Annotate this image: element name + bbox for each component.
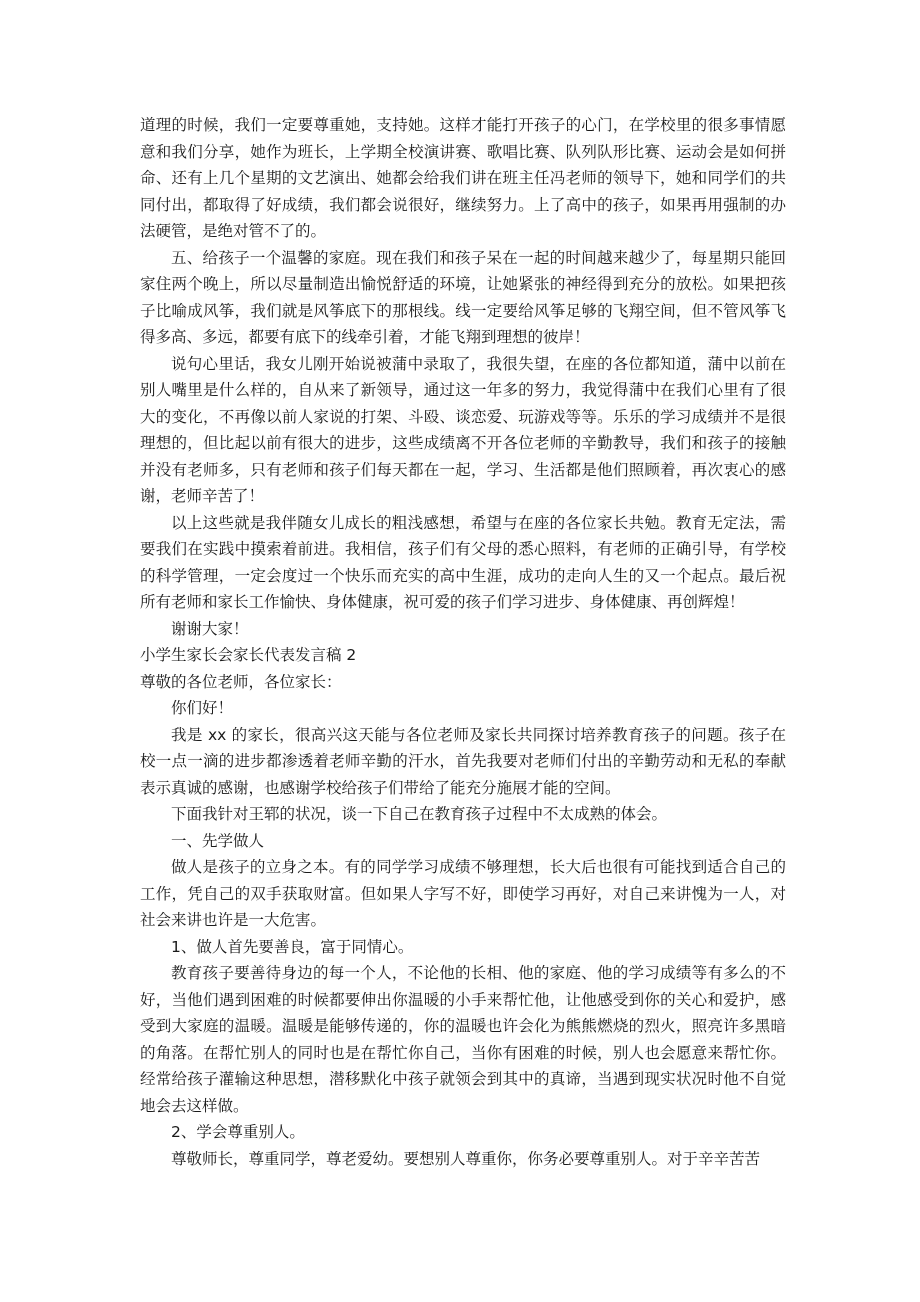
paragraph: 五、给孩子一个温馨的家庭。现在我们和孩子呆在一起的时间越来越少了，每星期只能回家住两个晚上，所以尽量制造出愉悦舒适的环境，让她紧张的神经得到充分的放松。如果把孩子比喻成风筝，我们就是风筝底下的那根线。线一定要给风筝足够的飞翔空间，但不管风筝飞得多高、多远，都要有底下的线牵引着，才能飞翔到理想的彼岸！ (140, 248, 786, 346)
paragraph: 下面我针对王郓的状况，谈一下自己在教育孩子过程中不太成熟的体会。 (171, 805, 668, 823)
document-body (140, 112, 786, 1172)
heading-learn-to-be-human: 一、先学做人 (171, 831, 265, 850)
salutation: 尊敬的各位老师，各位家长： (140, 672, 342, 691)
subheading-respect: 2、学会尊重别人。 (171, 1123, 305, 1141)
subheading-kindness: 1、做人首先要善良，富于同情心。 (171, 937, 414, 956)
paragraph: 做人是孩子的立身之本。有的同学学习成绩不够理想，长大后也很有可能找到适合自己的工作，凭自己的双手获取财富。但如果人字写不好，即使学习再好，对自己来讲愧为一人，对社会来讲也许是一大危害。 (140, 858, 786, 929)
closing-thanks: 谢谢大家！ (171, 619, 249, 638)
section-title: 小学生家长会家长代表发言稿 2 (140, 646, 357, 664)
paragraph: 道理的时候，我们一定要尊重她，支持她。这样才能打开孩子的心门，在学校里的很多事情愿意和我们分享，她作为班长，上学期全校演讲赛、歌唱比赛、队列队形比赛、运动会是如何拼命、还有上几个星期的文艺演出、她都会给我们讲在班主任冯老师的领导下，她和同学们的共同付出，都取得了好成绩，我们都会说很好，继续努力。上了高中的孩子，如果再用强制的办法硬管，是绝对管不了的。 (140, 116, 786, 240)
paragraph: 以上这些就是我伴随女儿成长的粗浅感想，希望与在座的各位家长共勉。教育无定法，需要我们在实践中摸索着前进。我相信，孩子们有父母的悉心照料，有老师的正确引导，有学校的科学管理，一定会度过一个快乐而充实的高中生涯，成功的走向人生的又一个起点。最后祝所有老师和家长工作愉快、身体健康，祝可爱的孩子们学习进步、身体健康、再创辉煌！ (140, 513, 786, 611)
paragraph: 教育孩子要善待身边的每一个人，不论他的长相、他的家庭、他的学习成绩等有多么的不好，当他们遇到困难的时候都要伸出你温暖的小手来帮忙他，让他感受到你的关心和爱护，感受到大家庭的温暖。温暖是能够传递的，你的温暖也许会化为熊熊燃烧的烈火，照亮许多黑暗的角落。在帮忙别人的同时也是在帮忙你自己，当你有困难的时候，别人也会愿意来帮忙你。经常给孩子灌输这种思想，潜移默化中孩子就领会到其中的真谛，当遇到现实状况时他不自觉地会去这样做。 (140, 964, 786, 1115)
paragraph: 尊敬师长，尊重同学，尊老爱幼。要想别人尊重你，你务必要尊重别人。对于辛辛苦苦 (171, 1149, 761, 1168)
paragraph: 说句心里话，我女儿刚开始说被蒲中录取了，我很失望，在座的各位都知道，蒲中以前在别人嘴里是什么样的，自从来了新领导，通过这一年多的努力，我觉得蒲中在我们心里有了很大的变化，不再像以前人家说的打架、斗殴、谈恋爱、玩游戏等等。乐乐的学习成绩并不是很理想的，但比起以前有很大的进步，这些成绩离不开各位老师的辛勤教导，我们和孩子的接触并没有老师多，只有老师和孩子们每天都在一起，学习、生活都是他们照顾着，再次衷心的感谢，老师辛苦了！ (140, 354, 786, 505)
paragraph: 我是 xx 的家长，很高兴这天能与各位老师及家长共同探讨培养教育孩子的问题。孩子在校一点一滴的进步都渗透着老师辛勤的汗水，首先我要对老师们付出的辛勤劳动和无私的奉献表示真诚的感谢，也感谢学校给孩子们带给了能充分施展才能的空间。 (140, 725, 786, 797)
greeting: 你们好！ (171, 699, 234, 717)
